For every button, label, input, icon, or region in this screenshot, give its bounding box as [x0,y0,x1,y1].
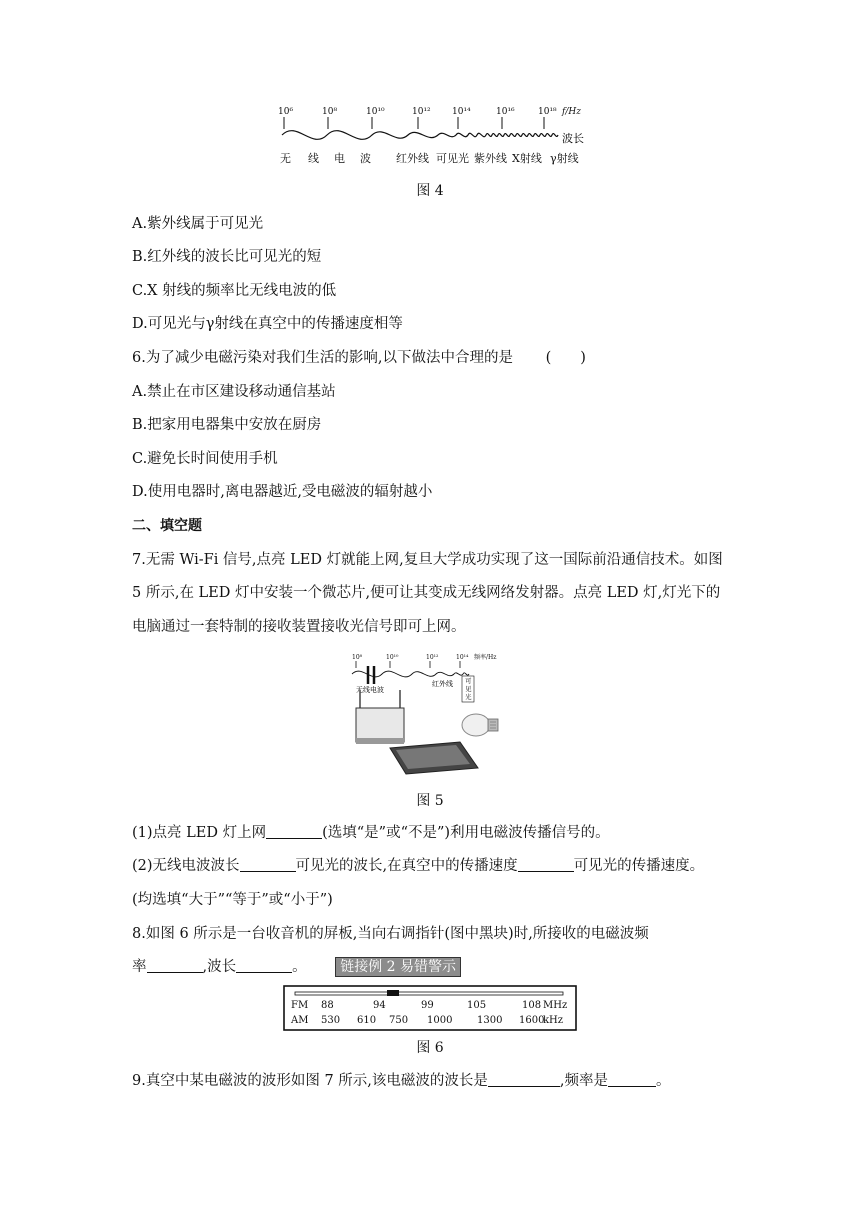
fm-value: 94 [373,1000,386,1011]
f5-axis-unit: 频率/Hz [474,654,497,661]
f4-band-label: γ射线 [550,152,579,165]
q8-line-2 [132,957,461,977]
q8-line-2-text-b: ,波长 [202,959,237,975]
q8-blank-wavelength[interactable] [236,958,292,973]
f5-freq-label: 10¹⁰ [386,654,399,661]
q9-blank-frequency[interactable] [608,1072,656,1087]
f4-band-label: 线 [308,152,319,165]
q5-option-c: C.X 射线的频率比无线电波的低 [132,283,337,299]
q7-line-3: 电脑通过一套特制的接收装置接收光信号即可上网。 [132,619,466,635]
am-value: 530 [321,1015,341,1026]
f4-freq-label: 10¹⁶ [496,107,515,117]
q6-option-c: C.避免长时间使用手机 [132,451,278,467]
fm-value: 88 [321,1000,334,1011]
q6-answer-paren: ( ) [545,350,586,366]
am-value: 1300 [477,1015,503,1026]
q7-sub-1-blank[interactable] [266,824,322,839]
f5-wave [352,671,469,677]
f5-band-ir: 红外线 [432,680,453,688]
q8-line-1: 8.如图 6 所示是一台收音机的屏板,当向右调指针(图中黑块)时,所接收的电磁波频 [132,926,649,942]
fm-unit: MHz [543,1000,568,1011]
f4-band-label: 无 [280,152,291,165]
f4-band-label: 波 [360,152,371,165]
q7-line-1: 7.无需 Wi-Fi 信号,点亮 LED 灯就能上网,复旦大学成功实现了这一国际前沿通信技术。如图 [132,552,723,568]
q9-text-a: 9.真空中某电磁波的波形如图 7 所示,该电磁波的波长是 [132,1073,488,1089]
link-example-tag[interactable]: 链接例 2 易错警示 [335,957,461,977]
f4-freq-label: 10¹⁸ [538,107,557,117]
q7-sub-2-note: (均选填“大于”“等于”或“小于”) [132,892,333,908]
q8-line-2-text-c: 。 [292,959,307,975]
figure-6-caption: 图 6 [416,1040,444,1056]
q8-line-2-text-a: 率 [132,959,147,975]
section-2-title: 二、填空题 [132,518,202,534]
fm-value: 108 [522,1000,542,1011]
tablet-icon [390,742,478,774]
f4-axis-unit: f/Hz [562,107,581,117]
figure-6-radio-dial [283,985,577,1031]
f4-freq-label: 10¹² [412,107,431,117]
f4-wavelength-label: 波长 [562,132,584,145]
am-unit: kHz [543,1015,564,1026]
q9-text-c: 。 [656,1073,671,1089]
am-value: 750 [389,1015,409,1026]
f4-freq-label: 10¹⁴ [452,107,471,117]
q6-option-a: A.禁止在市区建设移动通信基站 [132,384,336,400]
f5-band-visible: 光 [465,693,472,701]
f5-band-visible: 可 [465,677,472,685]
am-value: 1600 [519,1015,545,1026]
f4-band-label: 可见光 [436,152,469,165]
f4-band-label: 红外线 [396,152,429,165]
q7-sub-2 [132,856,704,876]
f5-band-radio: 无线电波 [356,686,384,694]
am-value: 610 [357,1015,377,1026]
q9-text-b: ,频率是 [559,1073,608,1089]
fm-label: FM [291,1000,309,1011]
q7-sub-2-text-b: 可见光的波长,在真空中的传播速度 [295,858,518,874]
q7-sub-1-text-b: (选填“是”或“不是”)利用电磁波传播信号的。 [322,825,610,841]
q5-option-b: B.红外线的波长比可见光的短 [132,249,322,265]
fm-value: 99 [421,1000,434,1011]
figure-5-caption: 图 5 [416,793,444,809]
q7-sub-2-text-c: 可见光的传播速度。 [573,858,705,874]
led-bulb-icon [462,714,498,736]
q7-sub-1 [132,823,610,843]
q7-line-2: 5 所示,在 LED 灯中安装一个微芯片,便可让其变成无线网络发射器。点亮 LED 灯,灯光下的 [132,585,721,601]
f4-band-label: X射线 [512,152,542,165]
f4-freq-label: 10¹⁰ [366,107,385,117]
q7-sub-2-blank-2[interactable] [518,857,574,872]
figure-5-illustration [350,650,510,775]
q6-option-d: D.使用电器时,离电器越近,受电磁波的辐射越小 [132,484,433,500]
q5-option-d: D.可见光与γ射线在真空中的传播速度相等 [132,316,403,332]
q9-blank-wavelength[interactable] [488,1072,560,1087]
tuning-pointer[interactable] [387,990,399,996]
q6-stem-text: 6.为了减少电磁污染对我们生活的影响,以下做法中合理的是 [132,350,513,366]
q9-line [132,1071,671,1091]
q5-option-a: A.紫外线属于可见光 [132,216,264,232]
router-icon [356,690,404,744]
q7-sub-2-blank-1[interactable] [240,857,296,872]
f4-band-label: 紫外线 [474,152,507,165]
f4-freq-label: 10⁸ [322,107,338,117]
q6-option-b: B.把家用电器集中安放在厨房 [132,417,322,433]
figure-4-spectrum [272,102,592,172]
q8-blank-frequency[interactable] [147,958,203,973]
q7-sub-1-text-a: (1)点亮 LED 灯上网 [132,825,267,841]
f4-band-label: 电 [334,152,345,165]
q6-stem [132,348,586,368]
am-value: 1000 [427,1015,453,1026]
f5-freq-label: 10¹² [426,654,439,661]
am-label: AM [291,1015,309,1026]
f5-freq-label: 10¹⁴ [456,654,469,661]
f5-freq-label: 10⁸ [352,654,363,661]
q7-sub-2-text-a: (2)无线电波波长 [132,858,240,874]
f4-wave [282,131,558,140]
f4-freq-label: 10⁶ [278,107,294,117]
fm-value: 105 [467,1000,487,1011]
figure-4-caption: 图 4 [416,183,444,199]
f5-band-visible: 见 [465,685,472,693]
